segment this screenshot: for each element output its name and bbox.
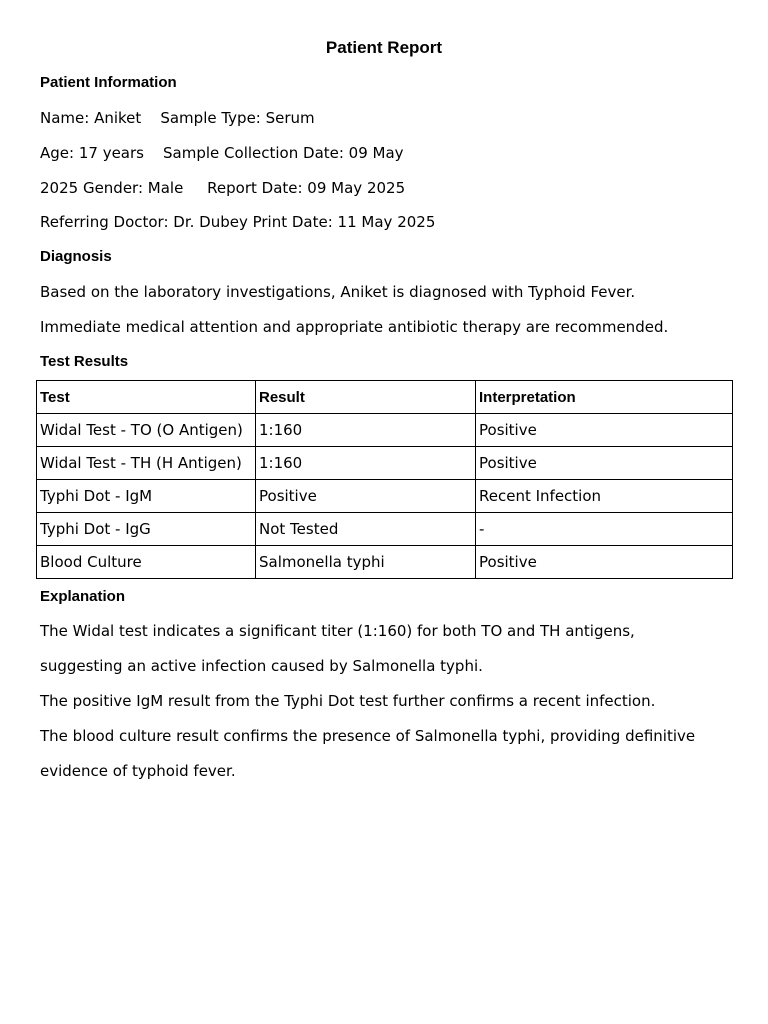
cell-result: Salmonella typhi — [256, 546, 476, 579]
cell-result: Positive — [256, 480, 476, 513]
cell-test: Blood Culture — [37, 546, 256, 579]
cell-interpretation: Positive — [476, 447, 733, 480]
table-header-row — [37, 381, 733, 414]
cell-result: 1:160 — [256, 447, 476, 480]
patient-info-line: 2025 Gender: Male Report Date: 09 May 2025 — [40, 179, 406, 197]
test-results-table — [36, 380, 733, 579]
cell-test: Widal Test - TH (H Antigen) — [37, 447, 256, 480]
cell-interpretation: Recent Infection — [476, 480, 733, 513]
cell-interpretation: - — [476, 513, 733, 546]
page-title: Patient Report — [325, 38, 443, 57]
explanation-line: suggesting an active infection caused by Salmonella typhi. — [40, 657, 483, 675]
diagnosis-line: Based on the laboratory investigations, Aniket is diagnosed with Typhoid Fever. — [40, 283, 636, 301]
table-row — [37, 447, 733, 480]
column-header-result: Result — [256, 381, 476, 414]
test-results-heading: Test Results — [40, 353, 129, 370]
cell-interpretation: Positive — [476, 546, 733, 579]
table-row — [37, 513, 733, 546]
patient-info-heading: Patient Information — [40, 74, 177, 91]
explanation-line: The positive IgM result from the Typhi Dot test further confirms a recent infection. — [40, 692, 656, 710]
explanation-line: evidence of typhoid fever. — [40, 762, 236, 780]
cell-test: Widal Test - TO (O Antigen) — [37, 414, 256, 447]
patient-info-line: Name: Aniket Sample Type: Serum — [40, 109, 315, 127]
patient-info-line: Age: 17 years Sample Collection Date: 09 May — [40, 144, 404, 162]
diagnosis-line: Immediate medical attention and appropriate antibiotic therapy are recommended. — [40, 318, 669, 336]
column-header-test: Test — [37, 381, 256, 414]
cell-test: Typhi Dot - IgG — [37, 513, 256, 546]
patient-info-line: Referring Doctor: Dr. Dubey Print Date: 11 May 2025 — [40, 213, 436, 231]
explanation-line: The blood culture result confirms the presence of Salmonella typhi, providing definitive — [40, 727, 696, 745]
table-row — [37, 414, 733, 447]
explanation-line: The Widal test indicates a significant titer (1:160) for both TO and TH antigens, — [40, 622, 635, 640]
column-header-interpretation: Interpretation — [476, 381, 733, 414]
table-row — [37, 480, 733, 513]
diagnosis-heading: Diagnosis — [40, 248, 112, 265]
cell-interpretation: Positive — [476, 414, 733, 447]
cell-result: 1:160 — [256, 414, 476, 447]
cell-result: Not Tested — [256, 513, 476, 546]
cell-test: Typhi Dot - IgM — [37, 480, 256, 513]
table-row — [37, 546, 733, 579]
explanation-heading: Explanation — [40, 588, 126, 605]
